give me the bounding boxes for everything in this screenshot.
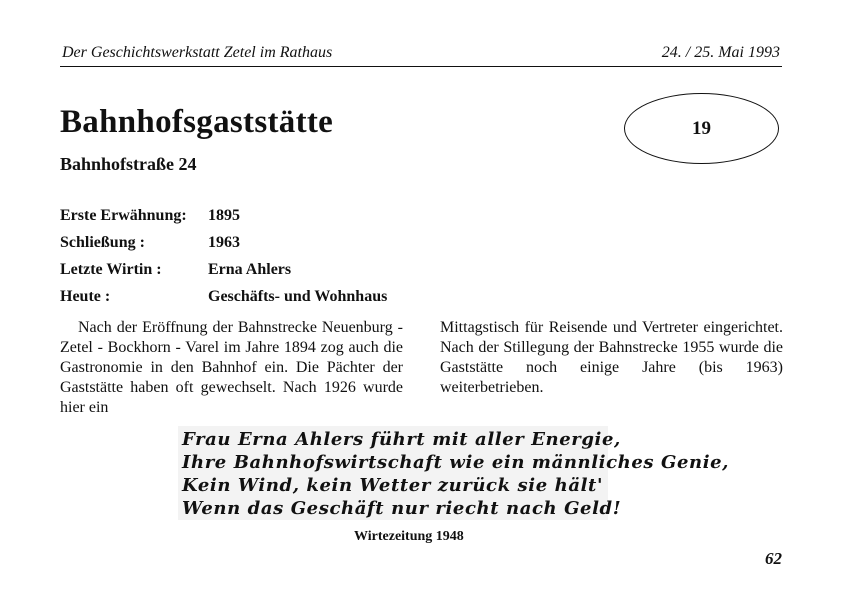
fact-row-closure — [60, 229, 387, 256]
fact-row-today — [60, 283, 387, 310]
fact-row-first-mention — [60, 202, 387, 229]
page-subtitle: Bahnhofstraße 24 — [60, 154, 197, 174]
poem-excerpt — [178, 426, 730, 520]
number-badge — [624, 93, 779, 164]
body-text-right: Mittagstisch für Reisende und Vertreter eingerichtet. Nach der Stillegung der Bahnstrecke 1955 wurde die Gaststätte noch einige Jahre (bis 1963) weiterbetrieben. — [440, 319, 783, 396]
page-title: Bahnhofsgaststätte — [60, 104, 334, 140]
header-left-text: Der Geschichtswerkstatt Zetel im Rathaus — [62, 44, 333, 61]
fact-label: Heute : — [60, 287, 111, 305]
header-date: 24. / 25. Mai 1993 — [661, 44, 780, 61]
body-text-left: Nach der Eröffnung der Bahnstrecke Neuenburg - Zetel - Bockhorn - Varel im Jahre 1894 zog auch die Gastronomie in den Bahnhof ein. Die Pächter der Gaststätte haben oft gewechselt. Nach 1926 wurde hier ein — [60, 319, 403, 416]
poem-line: Wenn das Geschäft nur riecht nach Geld! — [182, 498, 622, 519]
fact-label: Schließung : — [60, 233, 145, 251]
fact-label: Letzte Wirtin : — [60, 260, 162, 278]
fact-label: Erste Erwähnung: — [60, 206, 187, 224]
poem-line: Frau Erna Ahlers führt mit aller Energie, — [182, 429, 621, 450]
badge-number: 19 — [692, 117, 711, 139]
fact-value: 1895 — [208, 206, 240, 224]
facts-list — [60, 202, 387, 310]
poem-caption: Wirtezeitung 1948 — [354, 529, 464, 544]
fact-row-last-landlady — [60, 256, 387, 283]
page-number: 62 — [765, 549, 782, 568]
poem-line: Kein Wind, kein Wetter zurück sie hält' — [182, 475, 604, 496]
poem-line: Ihre Bahnhofswirtschaft wie ein männliches Genie, — [182, 452, 730, 473]
fact-value: Erna Ahlers — [208, 260, 292, 278]
fact-value: Geschäfts- und Wohnhaus — [208, 287, 388, 305]
header-rule — [60, 66, 782, 67]
fact-value: 1963 — [208, 233, 240, 251]
